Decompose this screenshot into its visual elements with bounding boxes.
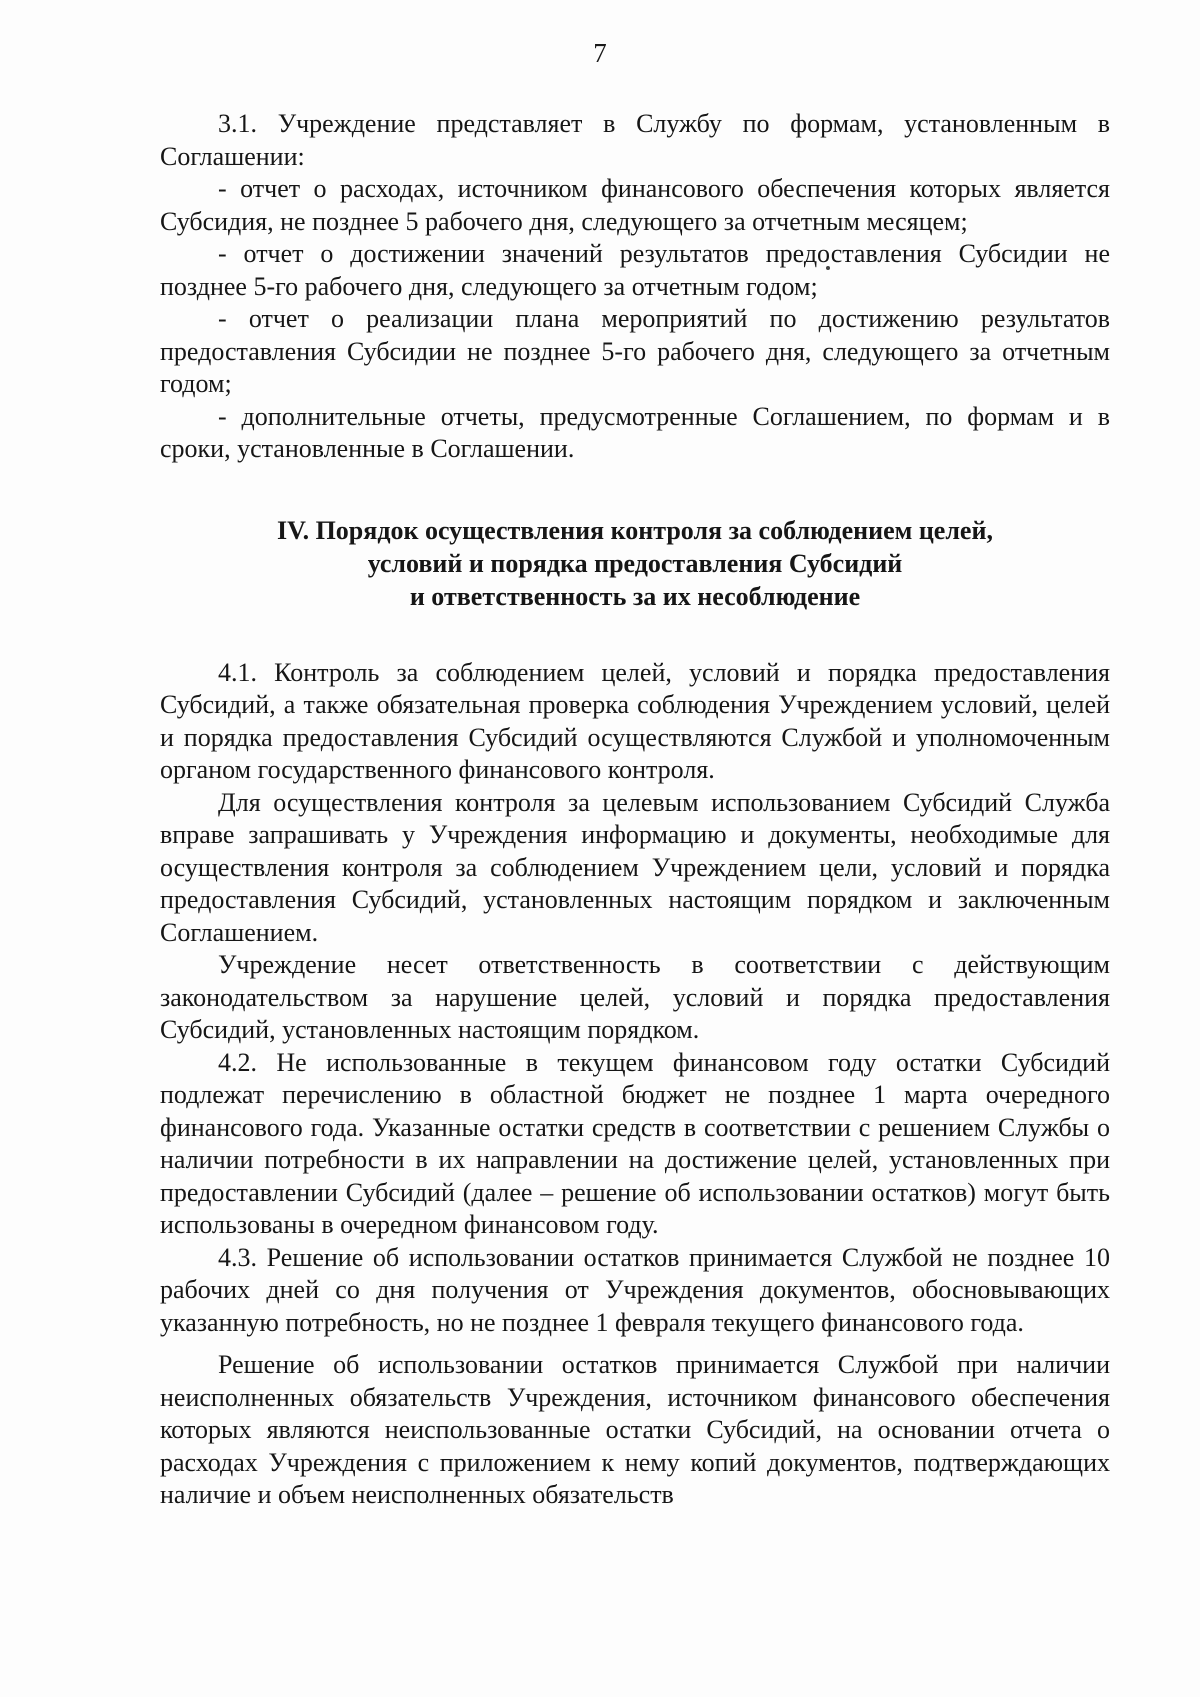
heading-line-3: и ответственность за их несоблюдение bbox=[409, 581, 861, 611]
paragraph-4-3: 4.3. Решение об использовании остатков принимается Службой не позднее 10 рабочих дней со дня получения от Учреждения документов, обосновывающих указанную потребность, но не позднее 1 февраля текущего финансового года. bbox=[160, 1242, 1110, 1337]
paragraph-responsibility: Учреждение несет ответственность в соответствии с действующим законодательством за нарушение целей, условий и порядка предоставления Субсидий, установленных настоящим порядком. bbox=[160, 950, 1110, 1044]
section-4-heading bbox=[160, 514, 1110, 613]
list-item-plan-report: - отчет о реализации плана мероприятий по достижению результатов предоставления Субсидии не позднее 5-го рабочего дня, следующего за отчетным годом; bbox=[160, 304, 1110, 398]
paragraph-control-requests: Для осуществления контроля за целевым использованием Субсидий Служба вправе запрашивать у Учреждения информацию и документы, необходимые для осуществления контроля за соблюдением Учреждением цели, условий и порядка предоставления Субсидий, установленных настоящим порядком и заключенным Соглашением. bbox=[160, 787, 1110, 947]
section-3-reports bbox=[160, 108, 1110, 466]
section-4-control bbox=[160, 657, 1110, 1512]
document-body bbox=[160, 108, 1110, 1512]
paragraph-decision-conditions: Решение об использовании остатков принимается Службой при наличии неисполненных обязательств Учреждения, источником финансового обеспечения которых являются неиспользованные остатки Субсидий, на основании отчета о расходах Учреждения с приложением к нему копий документов, подтверждающих наличие и объем неисполненных обязательств bbox=[160, 1350, 1110, 1509]
page-number: 7 bbox=[593, 38, 607, 68]
paragraph-4-1: 4.1. Контроль за соблюдением целей, условий и порядка предоставления Субсидий, а также обязательная проверка соблюдения Учреждением условий, целей и порядка предоставления Субсидий осуществляются Службой и уполномоченным органом государственного финансового контроля. bbox=[160, 657, 1110, 784]
list-item-results-report: - отчет о достижении значений результатов предоставления Субсидии не позднее 5-го рабочего дня, следующего за отчетным годом; bbox=[160, 239, 1110, 301]
heading-line-1: IV. Порядок осуществления контроля за соблюдением целей, bbox=[277, 515, 993, 545]
heading-line-2: условий и порядка предоставления Субсидий bbox=[367, 548, 903, 578]
list-item-additional-reports: - дополнительные отчеты, предусмотренные Соглашением, по формам и в сроки, установленные в Соглашении. bbox=[160, 401, 1110, 463]
paragraph-4-2: 4.2. Не использованные в текущем финансовом году остатки Субсидий подлежат перечислению в областной бюджет не позднее 1 марта очередного финансового года. Указанные остатки средств в соответствии с решением Службы о наличии потребности в их направлении на достижение целей, установленных при предоставлении Субсидий (далее – решение об использовании остатков) могут быть использованы в очередном финансовом году. bbox=[160, 1047, 1110, 1239]
paragraph-3-1: 3.1. Учреждение представляет в Службу по формам, установленным в Соглашении: bbox=[160, 109, 1110, 171]
list-item-expense-report: - отчет о расходах, источником финансового обеспечения которых является Субсидия, не позднее 5 рабочего дня, следующего за отчетным месяцем; bbox=[160, 174, 1110, 236]
